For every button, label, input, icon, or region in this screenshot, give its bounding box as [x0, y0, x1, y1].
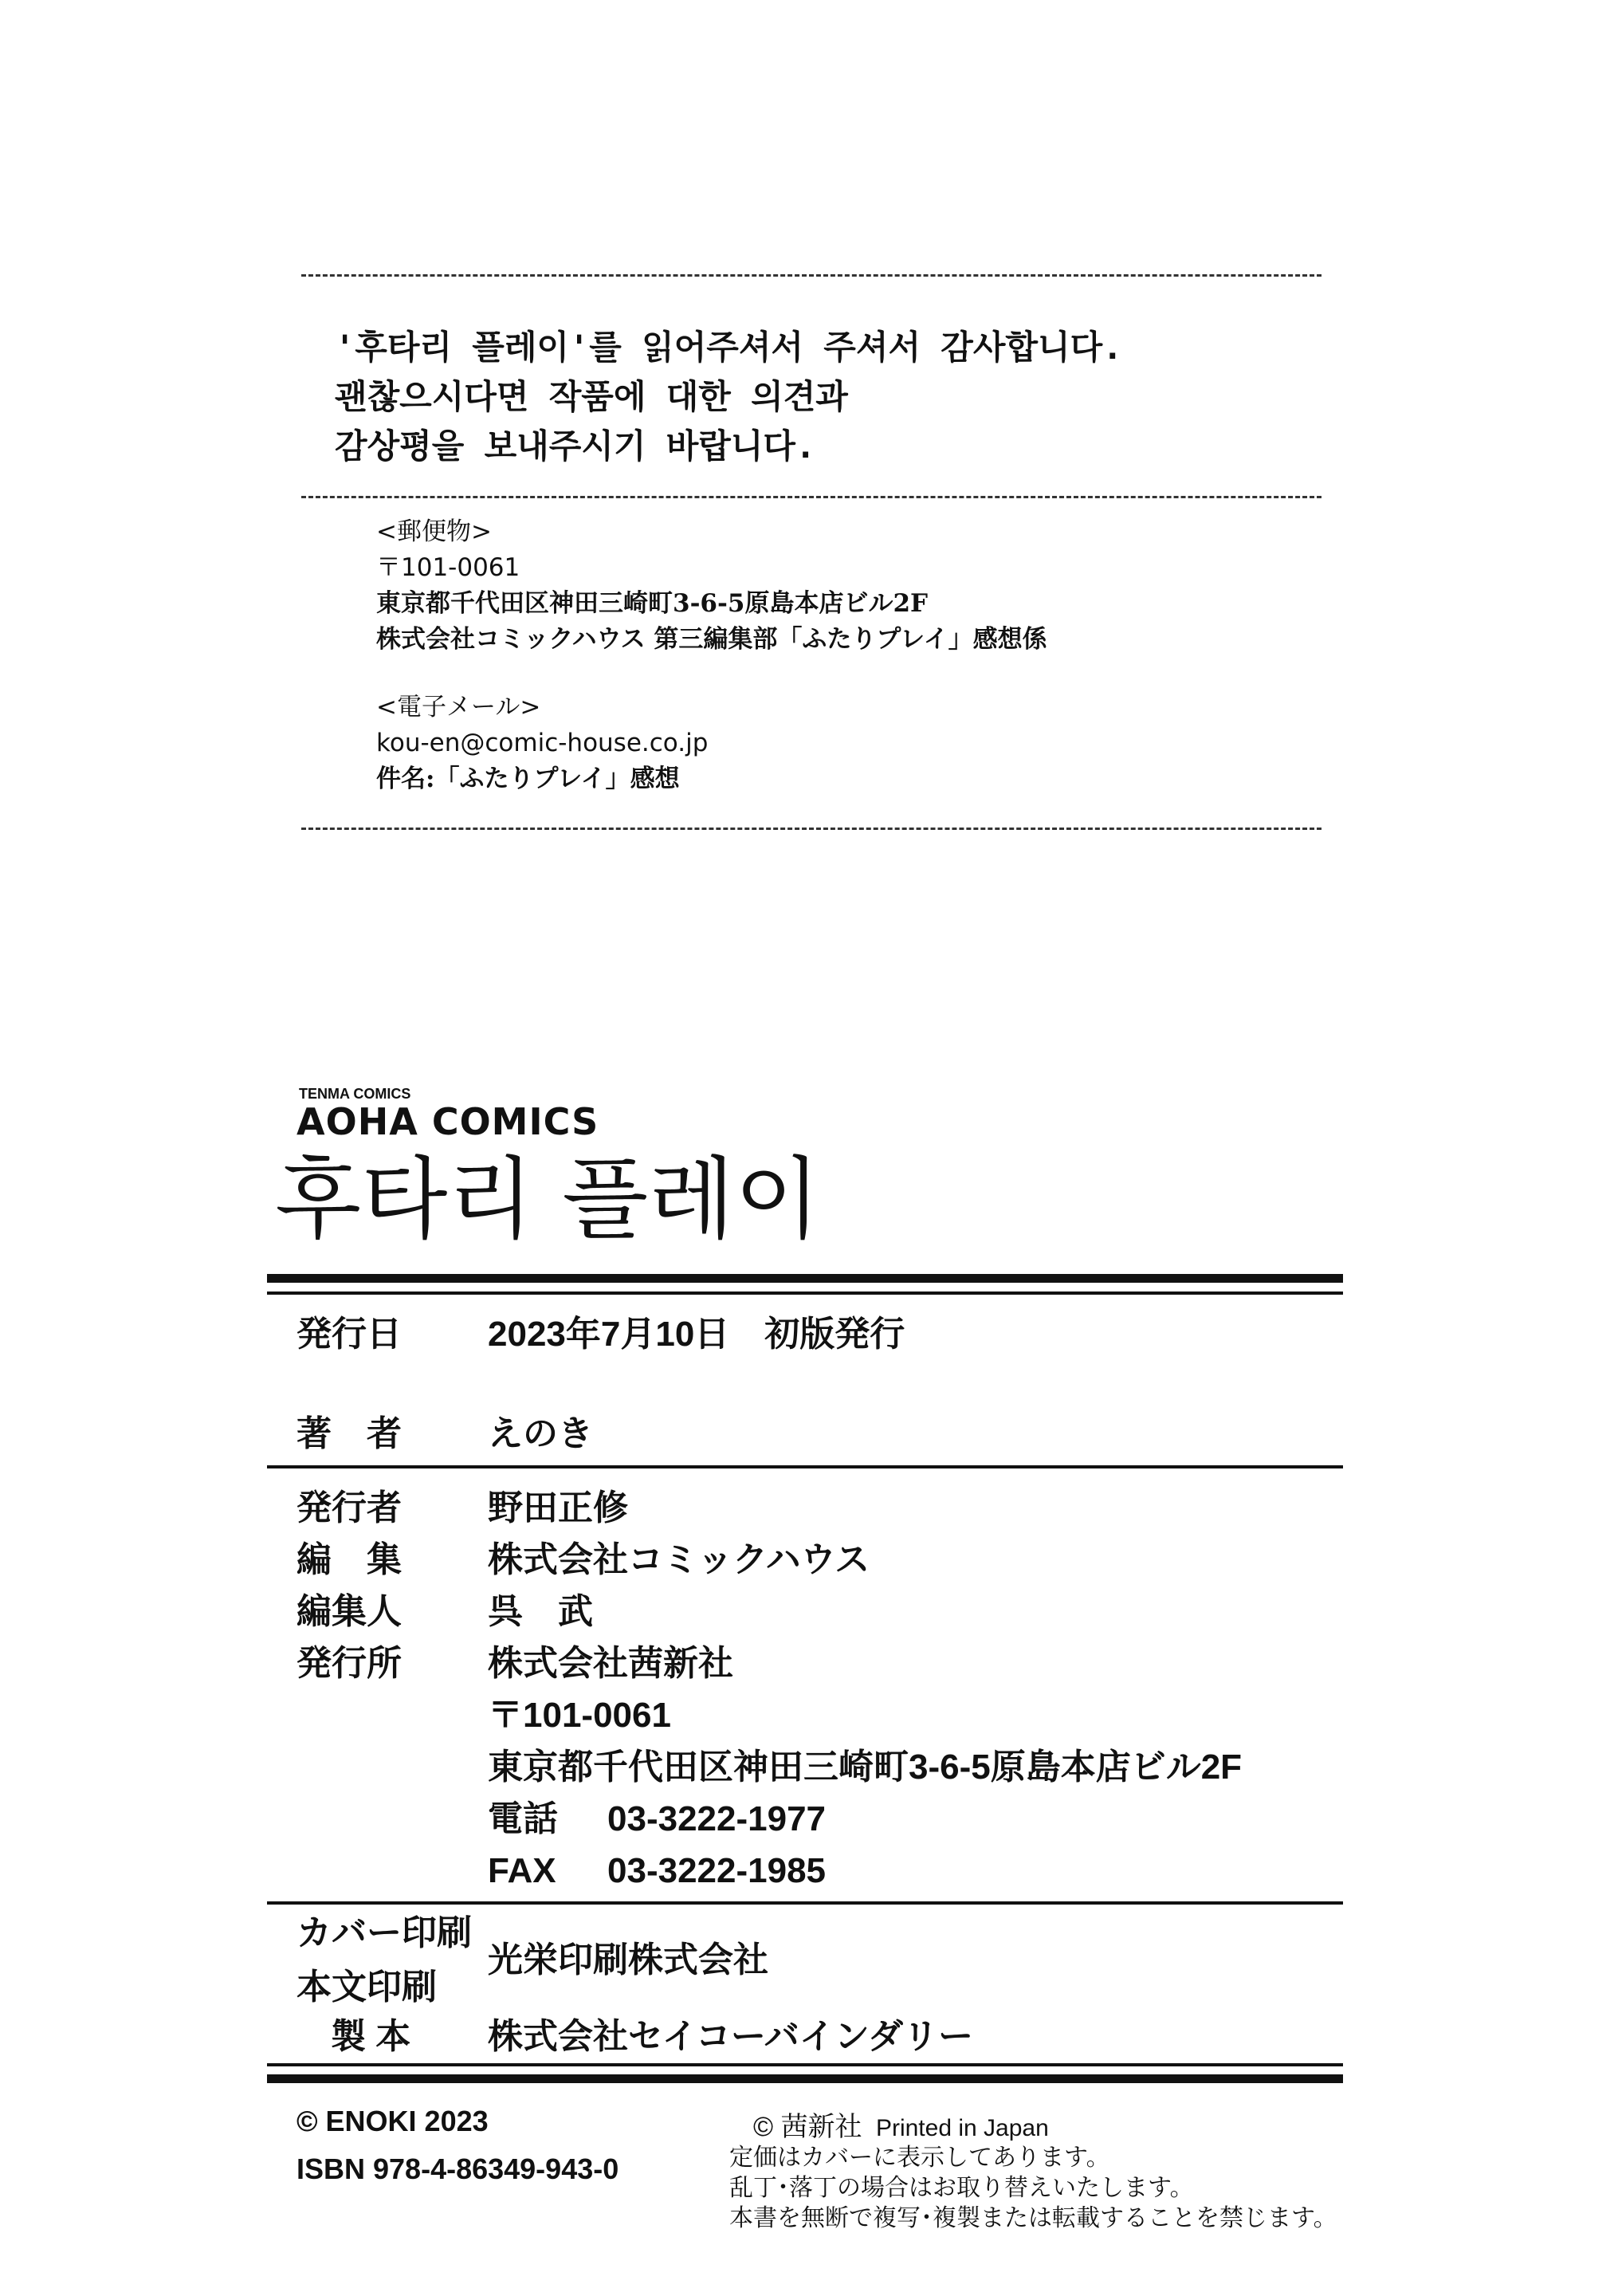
thanks-line: 괜찮으시다면 작품에 대한 의견과 [335, 377, 848, 416]
phone-label: 電話 [488, 1799, 558, 1838]
body-print-label: 本文印刷 [297, 1968, 437, 2007]
mail-heading: <郵便物> [376, 517, 492, 546]
note-line: 乱丁･落丁の場合はお取り替えいたします。 [729, 2175, 1194, 2201]
mail-postal: 〒101-0061 [376, 553, 520, 582]
colophon-rule-author [267, 1465, 1343, 1468]
editing-value: 株式会社コミックハウス [488, 1540, 870, 1579]
office-value: 株式会社茜新社 [488, 1644, 733, 1683]
copyright-publisher-line [753, 2105, 1049, 2144]
editor-label: 編集人 [297, 1592, 402, 1631]
author-value: えのき [488, 1414, 593, 1453]
printed-in: Printed in Japan [875, 2115, 1049, 2141]
office-postal: 〒101-0061 [488, 1696, 671, 1735]
email-heading: <電子メール> [376, 693, 541, 721]
office-label: 発行所 [297, 1644, 402, 1683]
note-line: 本書を無断で複写･複製または転載することを禁じます。 [729, 2205, 1337, 2231]
footer-notes [729, 2143, 1337, 2234]
publisher-label: 発行者 [297, 1488, 402, 1527]
mail-block [376, 514, 1047, 658]
note-line: 定価はカバーに表示してあります。 [729, 2145, 1110, 2171]
thanks-line: 감상평을 보내주시기 바랍니다. [335, 427, 816, 466]
office-address: 東京都千代田区神田三崎町3-6-5原島本店ビル2F [488, 1748, 1243, 1787]
mail-address: 東京都千代田区神田三崎町3-6-5原島本店ビル2F [376, 589, 929, 618]
thanks-message [335, 323, 1122, 471]
dashed-divider-top [301, 274, 1321, 277]
colophon-rule-office [267, 1901, 1343, 1905]
thanks-line: '후타리 플레이'를 읽어주셔서 주셔서 감사합니다. [335, 328, 1123, 367]
dashed-divider-middle [301, 496, 1321, 498]
label-name: TENMA COMICS [299, 1086, 411, 1102]
email-block [376, 690, 708, 797]
colophon-rule-bottom [267, 2074, 1343, 2083]
series-name: AOHA COMICS [297, 1100, 599, 1143]
cover-print-label: カバー印刷 [297, 1913, 472, 1952]
copyright-publisher: © 茜新社 [753, 2112, 862, 2142]
dashed-divider-bottom [301, 828, 1321, 830]
colophon-rule-bottom-inner [267, 2063, 1343, 2066]
editing-label: 編 集 [297, 1540, 402, 1579]
binding-label: 製 本 [331, 2017, 411, 2056]
email-address[interactable]: kou-en@comic-house.co.jp [376, 729, 709, 757]
mail-recipient: 株式会社コミックハウス 第三編集部「ふたりプレイ」感想係 [376, 625, 1047, 654]
printer-value: 光栄印刷株式会社 [488, 1940, 768, 1980]
email-subject: 件名:「ふたりプレイ」感想 [376, 765, 680, 793]
copyright-author: © ENOKI 2023 [297, 2105, 489, 2137]
publisher-value: 野田正修 [488, 1488, 628, 1527]
phone-number: 03-3222-1977 [607, 1799, 827, 1838]
binding-value: 株式会社セイコーバインダリー [488, 2017, 973, 2056]
author-label: 著 者 [297, 1414, 402, 1453]
isbn: ISBN 978-4-86349-943-0 [297, 2152, 619, 2185]
colophon-rule-top-inner [267, 1292, 1343, 1295]
fax-label: FAX [488, 1851, 556, 1890]
editor-value: 呉 武 [488, 1592, 593, 1631]
colophon-rule-top [267, 1274, 1343, 1283]
issue-label: 発行日 [297, 1315, 402, 1354]
fax-number: 03-3222-1985 [607, 1851, 827, 1890]
issue-value: 2023年7月10日 初版発行 [488, 1315, 905, 1354]
book-title: 후타리 플레이 [275, 1148, 821, 1252]
